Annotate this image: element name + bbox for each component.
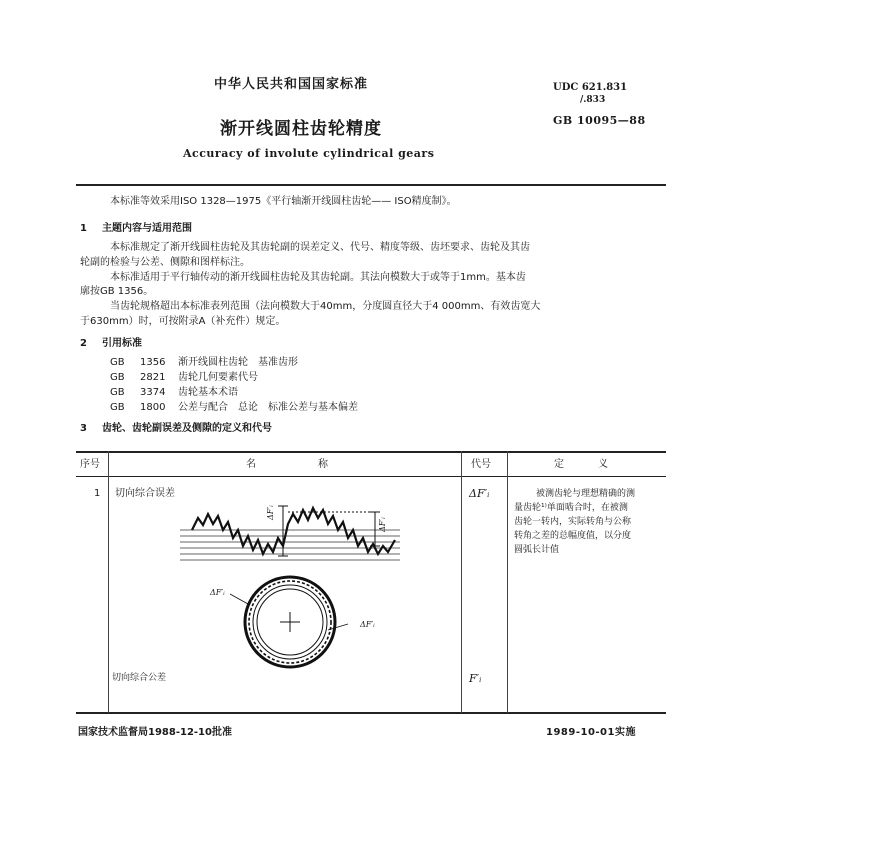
row-number: 1 xyxy=(94,488,101,499)
document-title: 渐开线圆柱齿轮精度 xyxy=(220,119,382,139)
tangential-error-curve-figure xyxy=(170,500,410,572)
column-divider xyxy=(461,451,462,713)
section-1-paragraph-2-line-2: 廓按GB 1356。 xyxy=(80,286,154,297)
reference-item xyxy=(110,386,358,401)
header-name-part-2: 称 xyxy=(318,459,328,470)
figure-label-wave-right: ΔF′ᵢ xyxy=(378,517,387,532)
header-number: 序号 xyxy=(80,459,100,470)
udc-number-suffix: /.833 xyxy=(580,95,606,105)
reference-number: 3374 xyxy=(140,387,166,398)
definition-line: 圆弧长计值 xyxy=(514,545,560,555)
reference-code: GB xyxy=(110,357,125,368)
reference-number: 1356 xyxy=(140,357,166,368)
section-2-number: 2 xyxy=(80,338,87,349)
header-code: 代号 xyxy=(471,459,491,470)
section-1-paragraph-2-line-1: 本标准适用于平行轴传动的渐开线圆柱齿轮及其齿轮副。其法向模数大于或等于1mm。基本齿 xyxy=(110,272,526,283)
gear-diagram-figure xyxy=(224,574,360,674)
section-1-paragraph-1-line-1: 本标准规定了渐开线圆柱齿轮及其齿轮副的误差定义、代号、精度等级、齿坯要求、齿轮及其齿 xyxy=(110,242,530,253)
section-3-number: 3 xyxy=(80,423,87,434)
table-header-rule xyxy=(76,476,666,477)
header-definition-part-2: 义 xyxy=(598,459,608,470)
definition-line: 被测齿轮与理想精确的测 xyxy=(536,489,636,499)
figure-label-gear-right: ΔF′ᵢ xyxy=(360,620,375,629)
reference-number: 2821 xyxy=(140,372,166,383)
section-2-title: 引用标准 xyxy=(102,338,142,349)
section-1-title: 主题内容与适用范围 xyxy=(102,223,192,234)
header-name-part-1: 名 xyxy=(246,459,256,470)
column-divider xyxy=(108,451,109,713)
definition-line: 转角之差的总幅度值，以分度 xyxy=(514,531,632,541)
section-3-title: 齿轮、齿轮副误差及侧隙的定义和代号 xyxy=(102,423,272,434)
table-bottom-rule xyxy=(76,712,666,714)
row-name: 切向综合误差 xyxy=(115,488,175,499)
figure-label-wave-left: ΔF′ᵢ xyxy=(266,505,275,520)
row-definition xyxy=(514,488,664,558)
reference-name: 齿轮基本术语 xyxy=(178,387,238,398)
definition-line: 量齿轮¹⁾单面啮合时，在被测 xyxy=(514,503,628,513)
intro-paragraph: 本标准等效采用ISO 1328—1975《平行轴渐开线圆柱齿轮—— ISO精度制》。 xyxy=(110,196,457,207)
issuing-organization: 中华人民共和国国家标准 xyxy=(214,77,369,92)
section-1-paragraph-1-line-2: 轮副的检验与公差、侧隙和图样标注。 xyxy=(80,257,250,268)
reference-item xyxy=(110,356,358,371)
tolerance-name: 切向综合公差 xyxy=(112,673,167,683)
document-title-english: Accuracy of involute cylindrical gears xyxy=(183,147,435,160)
row-code: ΔF′ᵢ xyxy=(469,487,490,500)
reference-name: 齿轮几何要素代号 xyxy=(178,372,258,383)
header-definition-part-1: 定 xyxy=(554,459,564,470)
section-1-paragraph-3-line-1: 当齿轮规格超出本标准表列范围（法向模数大于40mm，分度圆直径大于4 000mm、有效齿宽大 xyxy=(110,301,541,312)
udc-number: UDC 621.831 xyxy=(553,82,628,93)
approval-date: 国家技术监督局1988-12-10批准 xyxy=(78,727,232,738)
reference-name: 公差与配合 总论 标准公差与基本偏差 xyxy=(178,402,358,413)
definition-line: 齿轮一转内，实际转角与公称 xyxy=(514,517,632,527)
figure-label-gear-top: ΔF′ᵢ xyxy=(210,588,225,597)
table-top-rule xyxy=(76,451,666,453)
reference-item xyxy=(110,401,358,416)
reference-name: 渐开线圆柱齿轮 基准齿形 xyxy=(178,357,298,368)
header-rule xyxy=(76,184,666,186)
reference-list xyxy=(110,356,358,416)
section-1-number: 1 xyxy=(80,223,87,234)
reference-code: GB xyxy=(110,402,125,413)
standard-number: GB 10095—88 xyxy=(553,114,646,127)
tolerance-code: F′ᵢ xyxy=(469,672,482,685)
column-divider xyxy=(507,451,508,713)
reference-item xyxy=(110,371,358,386)
reference-code: GB xyxy=(110,387,125,398)
section-1-paragraph-3-line-2: 于630mm）时，可按附录A（补充件）规定。 xyxy=(80,316,286,327)
implementation-date: 1989-10-01实施 xyxy=(546,727,636,738)
reference-number: 1800 xyxy=(140,402,166,413)
reference-code: GB xyxy=(110,372,125,383)
